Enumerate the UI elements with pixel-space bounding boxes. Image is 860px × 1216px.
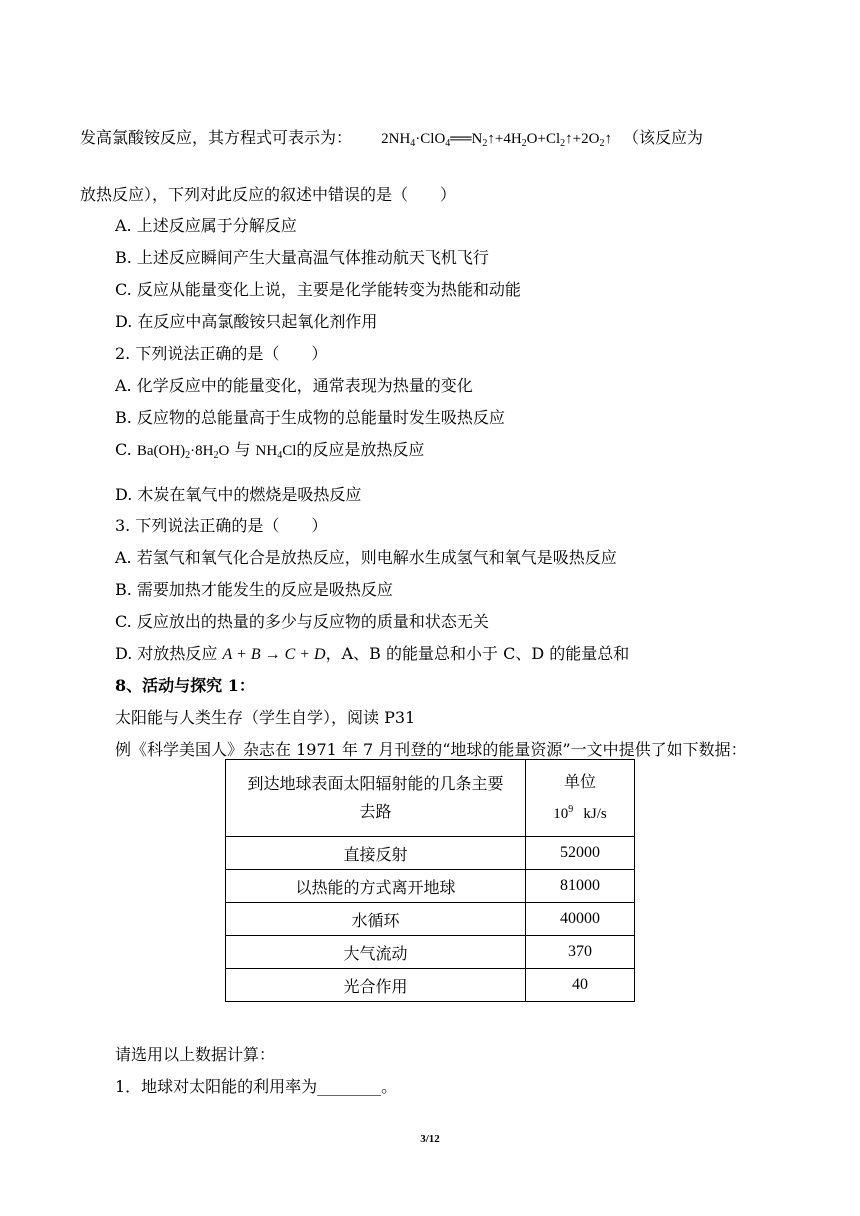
table-cell-value: 81000	[526, 870, 635, 903]
q3-option-a: A. 若氢气和氧气化合是放热反应，则电解水生成氢气和氧气是吸热反应	[115, 548, 617, 567]
q2-stem: 2. 下列说法正确的是（ ）	[115, 344, 328, 363]
q3-option-d	[115, 644, 629, 665]
table-cell-path: 水循环	[226, 903, 526, 936]
table-row	[226, 870, 635, 903]
q3-reaction: A + B → C + D	[222, 646, 326, 663]
q1-intro-line	[80, 128, 703, 154]
table-cell-path: 光合作用	[226, 969, 526, 1002]
q3-option-d-suffix: ，A、B 的能量总和小于 C、D 的能量总和	[325, 644, 630, 663]
table-cell-path: 以热能的方式离开地球	[226, 870, 526, 903]
q2-formula-baoh: $Ba(OH)_2\cdot 8H_2O$	[136, 443, 230, 461]
q2-formula-nh4cl: $NH_4Cl$	[255, 443, 297, 461]
table-cell-value: 370	[526, 936, 635, 969]
table-header-unit-line2: $10^9$ kJ/s	[553, 804, 607, 822]
calc-prompt: 请选用以上数据计算：	[115, 1045, 276, 1064]
energy-table	[225, 759, 635, 1002]
table-row	[226, 903, 635, 936]
table-cell-path: 直接反射	[226, 837, 526, 870]
table-header-row	[226, 760, 635, 837]
q1-eq-suffix: （该反应为	[623, 128, 704, 147]
table-header-path	[226, 760, 526, 837]
q1-option-d: D. 在反应中高氯酸铵只起氧化剂作用	[115, 312, 378, 331]
table-row	[226, 837, 635, 870]
q3-option-d-prefix: D. 对放热反应	[115, 644, 218, 663]
table-header-unit-kjs: kJ/s	[583, 806, 607, 822]
q2-option-b: B. 反应物的总能量高于生成物的总能量时发生吸热反应	[115, 408, 505, 427]
q1-stem-line2: 放热反应），下列对此反应的叙述中错误的是（ ）	[80, 185, 457, 204]
q2-option-d: D. 木炭在氧气中的燃烧是吸热反应	[115, 485, 362, 504]
q3-option-b: B. 需要加热才能发生的反应是吸热反应	[115, 580, 393, 599]
q3-option-c: C. 反应放出的热量的多少与反应物的质量和状态无关	[115, 612, 489, 631]
q2-option-c-mid: 与	[234, 440, 251, 459]
table-header-path-line2: 去路	[359, 802, 392, 821]
calc-question-1: 1．地球对太阳能的利用率为________。	[115, 1077, 398, 1096]
q2-option-c-suffix: 的反应是放热反应	[296, 440, 425, 459]
q1-equation: $2NH_4\cdot ClO_4══N_2↑+4H_2O+Cl_2↑+2O_2↑$	[381, 131, 612, 149]
q2-option-c	[115, 440, 424, 466]
q1-option-c: C. 反应从能量变化上说，主要是化学能转变为热能和动能	[115, 280, 521, 299]
activity-example: 例《科学美国人》杂志在 1971 年 7 月刊登的“地球的能量资源”一文中提供了如下数据：	[115, 740, 747, 759]
table-cell-value: 40	[526, 969, 635, 1002]
activity-subtitle: 太阳能与人类生存（学生自学），阅读 P31	[115, 708, 416, 727]
table-cell-value: 40000	[526, 903, 635, 936]
q1-intro: 发高氯酸铵反应，其方程式可表示为：	[80, 128, 353, 147]
activity-heading: 8、活动与探究 1：	[115, 676, 255, 695]
q2-option-a: A. 化学反应中的能量变化，通常表现为热量的变化	[115, 376, 473, 395]
q2-option-c-prefix: C.	[115, 440, 137, 459]
table-header-path-line1: 到达地球表面太阳辐射能的几条主要	[247, 774, 504, 793]
table-header-unit-line1: 单位	[563, 772, 596, 791]
table-header-unit	[526, 760, 635, 837]
table-cell-value: 52000	[526, 837, 635, 870]
table-row	[226, 936, 635, 969]
q3-stem: 3. 下列说法正确的是（ ）	[115, 516, 328, 535]
page-number: 3/12	[420, 1133, 440, 1145]
q1-option-a: A. 上述反应属于分解反应	[115, 216, 297, 235]
q1-option-b: B. 上述反应瞬间产生大量高温气体推动航天飞机飞行	[115, 248, 489, 267]
table-cell-path: 大气流动	[226, 936, 526, 969]
table-row	[226, 969, 635, 1002]
